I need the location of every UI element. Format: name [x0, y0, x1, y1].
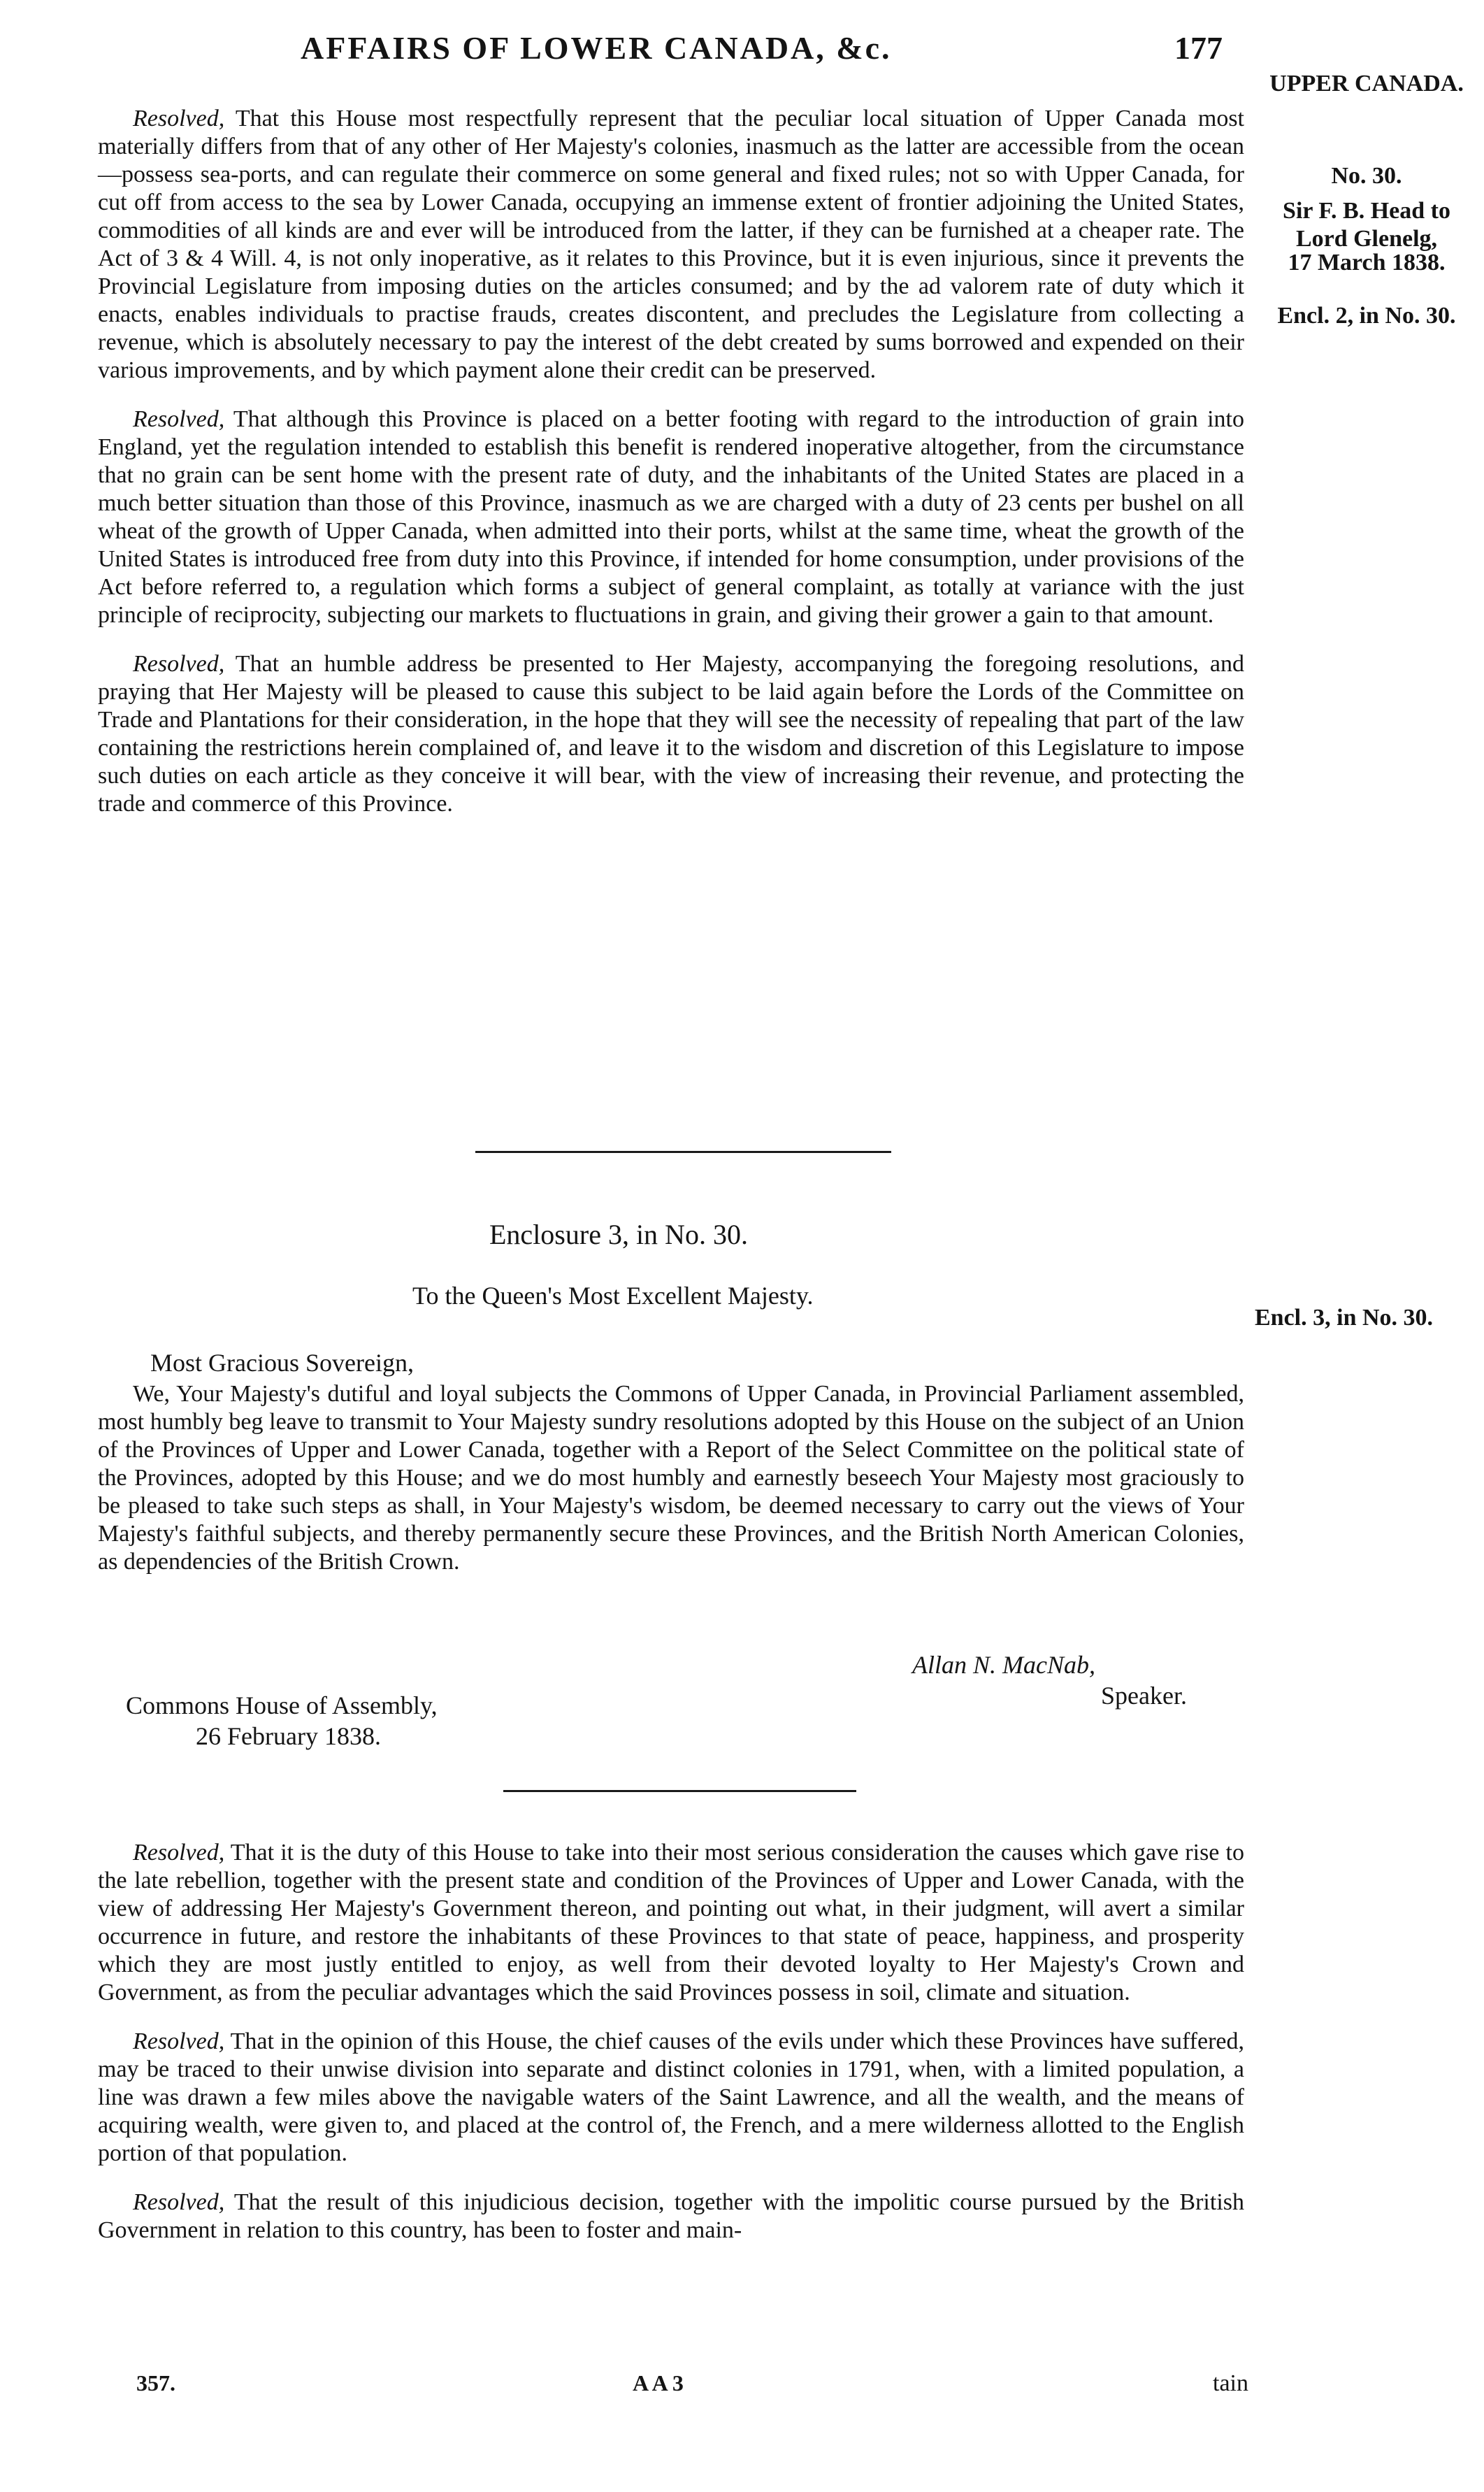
- resolution-text: That in the opinion of this House, the chief causes of the evils under which these Provinces have suffered, may be traced to their unwise division into separate and distinct colonies in 1791, when, with a limited population, a line was drawn a few miles above the navigable waters of the Saint Lawrence, and all the wealth, and the means of acquiring wealth, were given to, and placed at the control of, the French, and a mere wilderness allotted to the English portion of that population.: [98, 2028, 1244, 2166]
- margin-note-number: No. 30.: [1331, 163, 1402, 189]
- section-divider: [475, 1151, 891, 1153]
- running-head: AFFAIRS OF LOWER CANADA, &c.: [301, 30, 892, 66]
- resolution-block-lower: [98, 1839, 1244, 2244]
- resolved-lead: Resolved,: [133, 1840, 225, 1866]
- margin-note-encl3: Encl. 3, in No. 30.: [1255, 1305, 1434, 1331]
- resolution-text: That although this Province is placed on a better footing with regard to the introduction of grain into England, yet the regulation intended to establish this benefit is rendered inoperative altogether, from the circumstance that no grain can be sent home with the present rate of duty, and the inhabitants of the United States are placed in a much better situation than those of this Province, inasmuch as we are charged with a duty of 23 cents per bushel on all wheat of the growth of Upper Canada, when admitted into their ports, whilst at the same time, wheat the growth of the United States is introduced free from duty into this Province, if intended for home consumption, under provisions of the Act before referred to, a regulation which forms a subject of general complaint, as totally at variance with the just principle of reciprocity, subjecting our markets to fluctuations in grain, and giving their grower a gain to that amount.: [98, 406, 1244, 628]
- resolved-lead: Resolved,: [133, 106, 225, 131]
- address-body-block: [98, 1380, 1244, 1576]
- margin-note-from-to: Sir F. B. Head to Lord Glenelg,: [1283, 198, 1450, 252]
- footer-number: 357.: [136, 2370, 175, 2396]
- margin-note-encl2: Encl. 2, in No. 30.: [1277, 303, 1456, 329]
- resolution-text: That it is the duty of this House to take into their most serious consideration the causes which gave rise to the late rebellion, together with the present state and condition of the Provinces of Upper and Lower Canada, with the view of addressing Her Majesty's Government thereon, and pointing out what, in their judgment, will avert a similar occurrence in future, and restore the inhabitants of these Provinces to that state of peace, happiness, and prosperity which they are most justly entitled to enjoy, as well from their devoted loyalty to Her Majesty's Crown and Government, as from the peculiar advantages which the said Provinces possess in soil, climate and situation.: [98, 1840, 1244, 2005]
- page-number: 177: [1174, 30, 1223, 66]
- resolution-text: That an humble address be presented to Her Majesty, accompanying the foregoing resolutions, and praying that Her Majesty will be pleased to cause this subject to be laid again before the Lords of the Committee on Trade and Plantations for their consideration, in the hope that they will see the necessity of repealing that part of the law containing the restrictions herein complained of, and leave it to the wisdom and discretion of this Legislature to impose such duties on each article as they conceive it will bear, with the view of increasing their revenue, and protecting the trade and commerce of this Province.: [98, 651, 1244, 817]
- section-divider-2: [503, 1790, 856, 1792]
- resolution-paragraph: [98, 650, 1244, 818]
- resolution-text: That the result of this injudicious decision, together with the impolitic course pursued by the British Government in relation to this country, has been to foster and main-: [98, 2189, 1244, 2243]
- signature-title: Speaker.: [1101, 1682, 1187, 1710]
- resolution-text: That this House most respectfully represent that the peculiar local situation of Upper Canada most materially differs from that of any other of Her Majesty's colonies, inasmuch as the latter are accessible from the ocean—possess sea-ports, and can regulate their commerce on some general and fixed rules; not so with Upper Canada, for cut off from access to the sea by Lower Canada, occupying an immense extent of frontier adjoining the United States, commodities of all kinds are and ever will be introduced from the latter, if they can be furnished at a cheaper rate. The Act of 3 & 4 Will. 4, is not only inoperative, as it relates to this Province, but it is even injurious, since it prevents the Provincial Legislature from imposing duties on the articles consumed; and by the ad valorem rate of duty which it enacts, enables individuals to practise frauds, creates discontent, and precludes the Legislature from collecting a revenue, which is absolutely necessary to pay the interest of the debt created by sums borrowed and expended on their various improvements, and by which payment alone their credit can be preserved.: [98, 106, 1244, 383]
- signature: Allan N. MacNab,: [912, 1651, 1095, 1679]
- salutation: Most Gracious Sovereign,: [150, 1349, 414, 1377]
- margin-note-date: 17 March 1838.: [1288, 250, 1446, 275]
- resolved-lead: Resolved,: [133, 2189, 225, 2215]
- address-body: We, Your Majesty's dutiful and loyal subjects the Commons of Upper Canada, in Provincial Parliament assembled, most humbly beg leave to transmit to Your Majesty sundry resolutions adopted by this House on the subject of an Union of the Provinces of Upper and Lower Canada, together with a Report of the Select Committee on the political state of the Provinces, adopted by this House; and we do most humbly and earnestly beseech Your Majesty most graciously to be pleased to take such steps as shall, in Your Majesty's wisdom, be deemed necessary to carry out the views of Your Majesty's faithful subjects, and thereby permanently secure these Provinces, and the British North American Colonies, as dependencies of the British Crown.: [98, 1381, 1244, 1575]
- resolution-paragraph: [98, 2028, 1244, 2168]
- resolved-lead: Resolved,: [133, 651, 225, 677]
- footer-catchword: tain: [1213, 2370, 1248, 2396]
- resolution-block-upper: [98, 105, 1244, 818]
- resolution-paragraph: [98, 2189, 1244, 2244]
- address-line: To the Queen's Most Excellent Majesty.: [412, 1282, 814, 1310]
- resolution-paragraph: [98, 406, 1244, 629]
- margin-note-province: UPPER CANADA.: [1269, 71, 1464, 96]
- date-line: 26 February 1838.: [196, 1722, 381, 1750]
- enclosure-title: Enclosure 3, in No. 30.: [489, 1219, 748, 1250]
- resolution-paragraph: [98, 1839, 1244, 2007]
- footer-signature-mark: A A 3: [633, 2370, 684, 2396]
- resolved-lead: Resolved,: [133, 406, 225, 432]
- resolution-paragraph: [98, 105, 1244, 385]
- resolved-lead: Resolved,: [133, 2028, 225, 2054]
- place-line: Commons House of Assembly,: [126, 1691, 438, 1719]
